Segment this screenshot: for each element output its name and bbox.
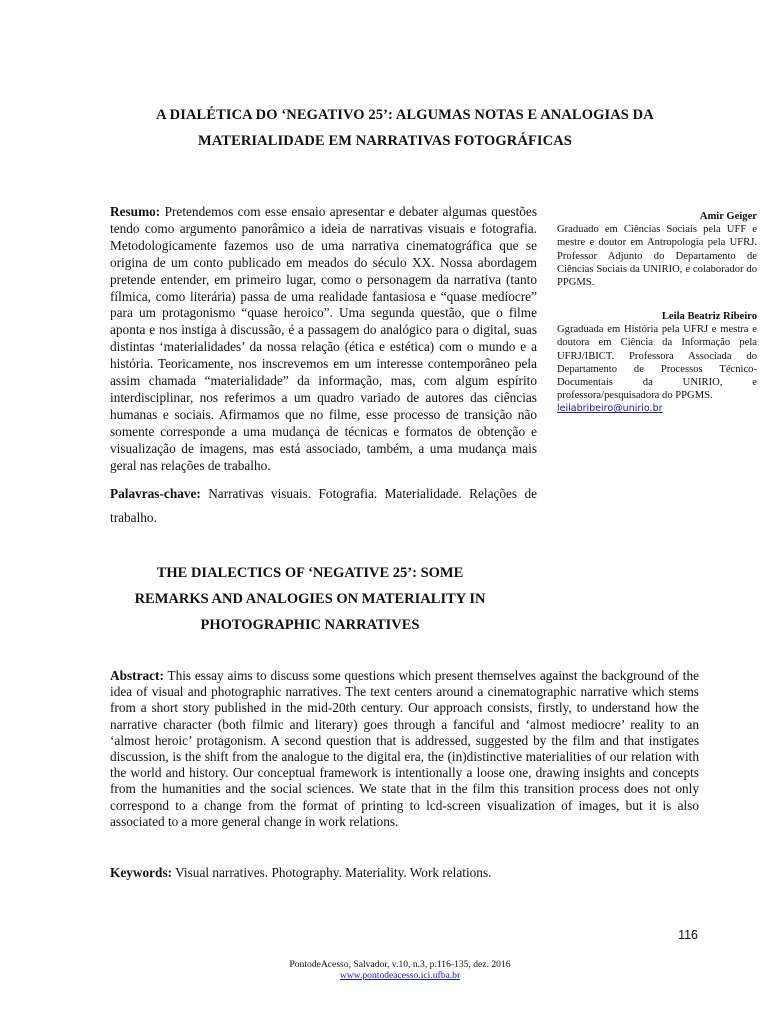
footer-citation: PontodeAcesso, Salvador, v.10, n.3, p.116-135, dez. 2016 [289, 959, 511, 970]
title-pt-line-2: MATERIALIDADE EM NARRATIVAS FOTOGRÁFICAS [198, 133, 572, 149]
resumo-label: Resumo: [110, 204, 161, 219]
keywords-text: Visual narratives. Photography. Materiality. Work relations. [172, 865, 492, 880]
abstract-section [110, 668, 699, 830]
page-footer [200, 959, 600, 981]
article-title-pt [60, 102, 750, 154]
footer-url-link[interactable]: www.pontodeacesso.ici.ufba.br [339, 970, 461, 981]
resumo-text: Pretendemos com esse ensaio apresentar e debater algumas questões tendo como argumento panorâmico a ideia de narrativas visuais e fotografia. Metodologicamente fazemos uso de uma narrativa cinematográfica que se origina de um conto publicado em meados do século XX. Nossa abordagem pretende entender, em primeiro lugar, como o personagem da narrativa (tanto fílmica, como literária) passa de uma realidade fantasiosa e “quase medíocre” para um protagonismo “quase heroico”. Uma segunda questão, que o filme aponta e nos instiga à discussão, é a passagem do analógico para o digital, suas distintas ‘materialidades’ da nossa relação (ética e estética) com o mundo e a história. Teoricamente, nos inscrevemos em um interesse contemporâneo pela assim chamada “materialidade” da informação, mas, com algum espírito interdisciplinar, nos referimos a um quadro variado de autores das ciências humanas e sociais. Afirmamos que no filme, esse processo de transição não somente corresponde a uma mudança de técnicas e formatos de obtenção e visualização de imagens, mas está associado, também, a uma mudança mais geral nas relações de trabalho. [110, 204, 537, 473]
palavras-chave-section [110, 482, 537, 530]
author-card-1 [557, 210, 757, 289]
article-title-en [110, 560, 510, 638]
palavras-chave-label: Palavras-chave: [110, 486, 201, 501]
abstract-label: Abstract: [110, 668, 164, 683]
author-bio: Graduado em Ciências Sociais pela UFF e mestre e doutor em Antropologia pela UFRJ. Professor Adjunto do Departamento de Ciências Sociais da UNIRIO, e colaborador do PPGMS. [557, 224, 757, 289]
author-bio: Ggraduada em História pela UFRJ e mestra e doutora em Ciência da Informação pela UFRJ/IBICT. Professora Associada do Departamento de Processos Técnico-Documentais da UNIRIO, e professora/pesquisadora do PPGMS. [557, 324, 757, 402]
palavras-chave-text: Narrativas visuais. Fotografia. Materialidade. Relações de trabalho. [110, 486, 537, 525]
title-en-line-2: REMARKS AND ANALOGIES ON MATERIALITY IN [134, 591, 486, 607]
keywords-section [110, 865, 699, 881]
author-email-link[interactable]: leilabribeiro@unirio.br [557, 403, 663, 415]
author-card-2 [557, 310, 757, 416]
title-pt-line-1: A DIALÉTICA DO ‘NEGATIVO 25’: ALGUMAS NOTAS E ANALOGIAS DA [156, 107, 654, 123]
author-name: Amir Geiger [699, 211, 757, 222]
title-en-line-3: PHOTOGRAPHIC NARRATIVES [200, 617, 420, 633]
resumo-section [110, 204, 537, 475]
page-number: 116 [678, 928, 698, 942]
title-en-line-1: THE DIALECTICS OF ‘NEGATIVE 25’: SOME [156, 565, 464, 581]
author-name: Leila Beatriz Ribeiro [661, 311, 757, 322]
abstract-text: This essay aims to discuss some questions which present themselves against the background of the idea of visual and photographic narratives. The text centers around a cinematographic narrative which stems from a short story published in the mid-20th century. Our approach consists, firstly, to understand how the narrative character (both filmic and literary) goes through a fanciful and ‘almost mediocre’ reality to an ‘almost heroic’ protagonism. A second question that is addressed, suggested by the film and that instigates discussion, is the shift from the analogue to the digital era, the (in)distinctive materialities of our relation with the world and history. Our conceptual framework is intentionally a loose one, drawing insights and concepts from the humanities and the social sciences. We state that in the film this transition process does not only correspond to a change from the format of printing to lcd-screen visualization of images, but it is also associated to a more general change in work relations. [110, 668, 699, 829]
keywords-label: Keywords: [110, 865, 173, 880]
